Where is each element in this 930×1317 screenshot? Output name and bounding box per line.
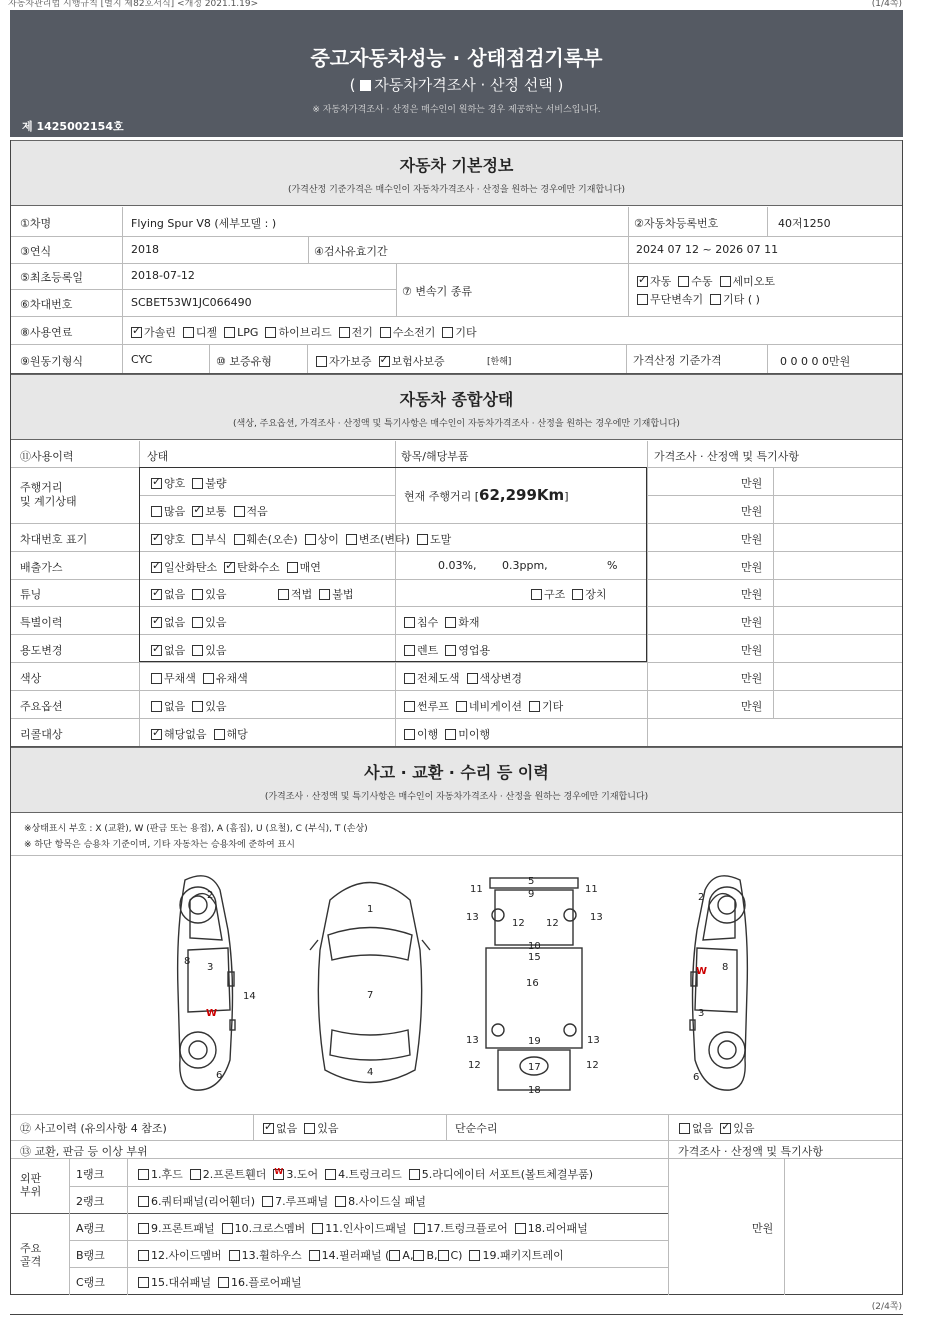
checkbox[interactable] <box>262 1196 273 1207</box>
part-number: 13 <box>590 912 603 923</box>
vin-label: ⑥차대번호 <box>20 298 73 311</box>
checkbox[interactable] <box>234 534 245 545</box>
checkbox-w-marked[interactable]: W <box>273 1169 284 1180</box>
checkbox[interactable] <box>151 506 162 517</box>
checkbox[interactable] <box>404 701 415 712</box>
checkbox[interactable] <box>138 1169 149 1180</box>
part-number: 1 <box>367 904 374 915</box>
checkbox[interactable] <box>151 562 162 573</box>
rank1-label: 1랭크 <box>76 1168 105 1181</box>
emission-smoke: % <box>607 559 618 572</box>
part-number: 19 <box>528 1036 541 1047</box>
unit-manwon: 만원 <box>741 533 763 546</box>
part-number: 8 <box>722 962 729 973</box>
part-number: 9 <box>528 889 535 900</box>
record-number: 제 1425002154호 <box>22 120 124 133</box>
car-name-label: ①차명 <box>20 217 52 230</box>
part-number: 7 <box>367 990 374 1001</box>
unit-manwon: 만원 <box>752 1222 774 1235</box>
tuning-label: 튜닝 <box>20 588 42 601</box>
checkbox[interactable] <box>679 1123 690 1134</box>
car-name: Flying Spur V8 (세부모델 : ) <box>131 217 277 230</box>
basic-info-title: 자동차 기본정보 <box>399 156 514 175</box>
rankC-label: C랭크 <box>76 1276 105 1289</box>
checkbox[interactable] <box>151 701 162 712</box>
selected-square-icon <box>360 80 371 91</box>
checkbox[interactable] <box>192 617 203 628</box>
checkbox[interactable] <box>138 1277 149 1288</box>
checkbox[interactable] <box>404 729 415 740</box>
checkbox[interactable] <box>445 729 456 740</box>
part-number: 12 <box>468 1060 481 1071</box>
engine: CYC <box>131 353 153 366</box>
checkbox[interactable] <box>445 617 456 628</box>
color-options: 무채색 유채색 <box>151 670 248 686</box>
checkbox[interactable] <box>190 1169 201 1180</box>
part-number: 11 <box>470 884 483 895</box>
checkbox[interactable] <box>131 327 142 338</box>
part-number: 6 <box>693 1072 700 1083</box>
part-number: 15 <box>528 952 541 963</box>
checkbox[interactable] <box>515 1223 526 1234</box>
part-number: 13 <box>466 912 479 923</box>
accident-title: 사고 · 교환 · 수리 등 이력 <box>364 763 549 782</box>
price: 0 0 0 0 0만원 <box>780 355 851 368</box>
reg-no-label: ②자동차등록번호 <box>634 217 719 230</box>
checkbox[interactable] <box>456 701 467 712</box>
inspect-label: ④검사유효기간 <box>314 245 388 258</box>
part-number: 6 <box>216 1070 223 1081</box>
accident-sub: (가격조사 · 산정액 및 특기사항은 매수인이 자동차가격조사 · 산정을 원하는 경우에만 기재합니다) <box>264 792 649 802</box>
checkbox[interactable] <box>138 1196 149 1207</box>
checkbox[interactable] <box>720 276 731 287</box>
checkbox[interactable] <box>414 1223 425 1234</box>
checkbox[interactable] <box>637 276 648 287</box>
car-left-side-view <box>178 876 235 1090</box>
tuning-options-3: 구조 장치 <box>531 586 607 602</box>
rankB-options: 12.사이드멤버 13.휠하우스 14.필러패널 ( A, B, C) 19.패키지트레이 <box>138 1247 564 1263</box>
checkbox[interactable] <box>312 1223 323 1234</box>
rank2-label: 2랭크 <box>76 1195 105 1208</box>
checkbox[interactable] <box>265 327 276 338</box>
checkbox[interactable] <box>224 562 235 573</box>
checkbox[interactable] <box>316 356 327 367</box>
checkbox[interactable] <box>287 562 298 573</box>
checkbox[interactable] <box>404 617 415 628</box>
unit-manwon: 만원 <box>741 672 763 685</box>
legend-2: ※ 하단 항목은 승용차 기준이며, 기타 자동차는 승용차에 준하여 표시 <box>24 840 295 850</box>
part-number: 12 <box>586 1060 599 1071</box>
mileage-options-b: 많음 ✓ 보통 적음 <box>151 503 268 519</box>
checkbox[interactable] <box>309 1250 320 1261</box>
part-number: 13 <box>587 1035 600 1046</box>
exchange-label: ⑬ 교환, 판금 등 이상 부위 <box>20 1145 148 1158</box>
checkbox[interactable] <box>467 673 478 684</box>
warranty-options: 자가보증 ✓ 보험사보증 <box>316 353 445 369</box>
checkbox[interactable] <box>222 1223 233 1234</box>
part-number: 8 <box>184 956 191 967</box>
car-diagram <box>150 860 780 1110</box>
use-options: ✓ 없음 있음 <box>151 642 227 658</box>
checkbox[interactable] <box>442 327 453 338</box>
unit-manwon: 만원 <box>741 616 763 629</box>
part-number: 13 <box>466 1035 479 1046</box>
checkbox[interactable] <box>151 589 162 600</box>
checkbox[interactable] <box>720 1123 731 1134</box>
mileage: 현재 주행거리 [62,299Km] <box>404 486 569 504</box>
use-options-2: 렌트 영업용 <box>404 642 490 658</box>
part-number: 3 <box>698 1008 705 1019</box>
part-number: 11 <box>585 884 598 895</box>
part-number: 14 <box>243 991 256 1002</box>
trans-options-2: 무단변속기 기타 ( ) <box>637 291 760 307</box>
recall-label: 리콜대상 <box>20 728 63 741</box>
overall-header <box>11 374 902 440</box>
col-price-notes: 가격조사 · 산정액 및 특기사항 <box>654 450 799 463</box>
fuel-label: ⑧사용연료 <box>20 326 73 339</box>
option-label: 주요옵션 <box>20 700 63 713</box>
color-options-2: 전체도색 색상변경 <box>404 670 522 686</box>
checkbox[interactable] <box>379 356 390 367</box>
checkbox[interactable] <box>224 327 235 338</box>
checkbox[interactable] <box>151 617 162 628</box>
checkbox[interactable] <box>404 645 415 656</box>
accident-options: ✓ 없음 있음 <box>263 1120 339 1136</box>
part-number: 4 <box>367 1067 374 1078</box>
emission-co: 0.03%, <box>438 559 477 572</box>
legend: ※상태표시 부호 : X (교환), W (판금 또는 용접), A (흠집), U (요철), C (부식), T (손상) <box>24 824 368 834</box>
checkbox[interactable] <box>192 506 203 517</box>
checkbox[interactable] <box>278 589 289 600</box>
part-number: 2 <box>207 890 214 901</box>
col-items: 항목/해당부품 <box>401 450 469 463</box>
checkbox[interactable] <box>380 327 391 338</box>
checkbox[interactable] <box>192 645 203 656</box>
checkbox[interactable] <box>203 673 214 684</box>
checkbox[interactable] <box>404 673 415 684</box>
checkbox[interactable] <box>151 673 162 684</box>
trans-options: ✓자동 수동 세미오토 <box>637 273 775 289</box>
checkbox[interactable] <box>346 534 357 545</box>
part-number: 18 <box>528 1085 541 1096</box>
checkbox[interactable] <box>151 534 162 545</box>
checkbox[interactable] <box>183 327 194 338</box>
warranty-label: ⑩ 보증유형 <box>216 355 272 368</box>
emission-options: ✓ 일산화탄소 ✓ 탄화수소 매연 <box>151 559 321 575</box>
col-status: 상태 <box>147 450 169 463</box>
part-number: 12 <box>546 918 559 929</box>
unit-manwon: 만원 <box>741 700 763 713</box>
special-options: ✓ 없음 있음 <box>151 614 227 630</box>
checkbox[interactable] <box>263 1123 274 1134</box>
top-note: 자동차관리법 시행규칙 [별지 제82호서식] <개정 2021.1.19> <box>8 0 259 9</box>
unit-manwon: 만원 <box>741 561 763 574</box>
accident-header <box>11 747 902 813</box>
checkbox[interactable] <box>339 327 350 338</box>
option-options-2: 썬루프 네비게이션 기타 <box>404 698 563 714</box>
part-number: 16 <box>526 978 539 989</box>
main-frame-label: 주요 골격 <box>20 1242 42 1268</box>
checkbox[interactable] <box>325 1169 336 1180</box>
page-number-bottom: (2/4쪽) <box>871 1302 902 1312</box>
emission-hc: 0.3ppm, <box>502 559 548 572</box>
vin: SCBET53W1JC066490 <box>131 296 252 309</box>
use-change-label: 용도변경 <box>20 644 63 657</box>
mileage-options-a: ✓양호 불량 <box>151 475 227 491</box>
part-number: 5 <box>528 876 535 887</box>
basic-info-sub: (가격산정 기준가격은 매수인이 자동차가격조사 · 산정을 원하는 경우에만 기재합니다) <box>287 185 626 195</box>
overall-sub: (색상, 주요옵션, 가격조사 · 산정액 및 특기사항은 매수인이 자동차가격조사 · 산정을 원하는 경우에만 기재합니다) <box>233 419 680 429</box>
rankA-label: A랭크 <box>76 1222 105 1235</box>
inspect-period: 2024 07 12 ~ 2026 07 11 <box>636 243 779 256</box>
checkbox[interactable] <box>710 294 721 305</box>
checkbox[interactable] <box>417 534 428 545</box>
outer-panel-label: 외판 부위 <box>20 1172 42 1198</box>
warranty-note: [한해] <box>487 357 512 367</box>
damage-mark-w: W <box>206 1008 218 1019</box>
part-number: 2 <box>698 892 705 903</box>
reg-no: 40저1250 <box>778 217 831 230</box>
engine-label: ⑨원동기형식 <box>20 355 83 368</box>
checkbox[interactable] <box>304 1123 315 1134</box>
checkbox[interactable] <box>138 1223 149 1234</box>
checkbox[interactable] <box>192 701 203 712</box>
checkbox[interactable] <box>234 506 245 517</box>
checkbox[interactable] <box>151 645 162 656</box>
accident-history-label: ⑫ 사고이력 (유의사항 4 참조) <box>20 1122 167 1135</box>
checkbox[interactable] <box>572 589 583 600</box>
unit-manwon: 만원 <box>741 477 763 490</box>
checkbox[interactable] <box>192 589 203 600</box>
overall-title: 자동차 종합상태 <box>399 390 514 409</box>
rank1-options: 1.후드 2.프론트휀더 W 3.도어 4.트렁크리드 5.라디에이터 서포트(볼트체결부품) <box>138 1166 593 1182</box>
recall-options: ✓ 해당없음 해당 <box>151 726 248 742</box>
mileage-label: 주행거리 및 계기상태 <box>20 481 77 508</box>
option-options: 없음 있음 <box>151 698 227 714</box>
special-label: 특별이력 <box>20 616 63 629</box>
tuning-options: ✓ 없음 있음 <box>151 586 227 602</box>
rankB-label: B랭크 <box>76 1249 105 1262</box>
trans-label: ⑦ 변속기 종류 <box>402 285 472 298</box>
page-number-top: (1/4쪽) <box>871 0 902 9</box>
recall-options-2: 이행 미이행 <box>404 726 490 742</box>
checkbox[interactable] <box>229 1250 240 1261</box>
first-reg: 2018-07-12 <box>131 269 195 282</box>
checkbox[interactable] <box>151 478 162 489</box>
checkbox[interactable] <box>218 1277 229 1288</box>
rankA-options: 9.프론트패널 10.크로스멤버 11.인사이드패널 17.트렁크플로어 18.리어패널 <box>138 1220 588 1236</box>
checkbox[interactable] <box>214 729 225 740</box>
checkbox[interactable] <box>637 294 648 305</box>
checkbox[interactable] <box>531 589 542 600</box>
checkbox[interactable] <box>151 729 162 740</box>
checkbox[interactable] <box>319 589 330 600</box>
unit-manwon: 만원 <box>741 644 763 657</box>
checkbox[interactable] <box>445 645 456 656</box>
checkbox[interactable] <box>192 534 203 545</box>
damage-mark-w: W <box>696 966 708 977</box>
repair-options: 없음 ✓ 있음 <box>679 1120 755 1136</box>
vin-mark-options: ✓ 양호 부식 훼손(오손) 상이 변조(변타) 도말 <box>151 531 451 547</box>
emission-label: 배출가스 <box>20 561 63 574</box>
part-number: 10 <box>528 941 541 952</box>
checkbox[interactable] <box>469 1250 480 1261</box>
basic-info-header <box>11 140 902 206</box>
simple-repair-label: 단순수리 <box>455 1122 498 1135</box>
car-right-side-view <box>690 876 747 1090</box>
checkbox[interactable] <box>409 1169 420 1180</box>
rankC-options: 15.대쉬패널 16.플로어패널 <box>138 1274 302 1290</box>
fuel-options: ✓ 가솔린 디젤 LPG 하이브리드 전기 수소전기 기타 <box>131 324 477 340</box>
header-note: ※ 자동차가격조사 · 산정은 매수인이 원하는 경우 제공하는 서비스입니다. <box>312 105 601 115</box>
part-number: 12 <box>512 918 525 929</box>
price-label: 가격산정 기준가격 <box>633 354 722 367</box>
header <box>10 10 903 137</box>
checkbox[interactable] <box>389 1250 400 1261</box>
rank2-options: 6.쿼터패널(리어휀더) 7.루프패널 8.사이드실 패널 <box>138 1193 426 1209</box>
vin-mark-label: 차대번호 표기 <box>20 533 88 546</box>
exchange-note: 가격조사 · 산정액 및 특기사항 <box>678 1145 823 1158</box>
unit-manwon: 만원 <box>741 505 763 518</box>
year-label: ③연식 <box>20 245 52 258</box>
checkbox[interactable] <box>678 276 689 287</box>
checkbox[interactable] <box>529 701 540 712</box>
page-title: 중고자동차성능 · 상태점검기록부 <box>310 46 603 70</box>
checkbox[interactable] <box>335 1196 346 1207</box>
year: 2018 <box>131 243 159 256</box>
special-options-2: 침수 화재 <box>404 614 480 630</box>
checkbox[interactable] <box>413 1250 424 1261</box>
color-label: 색상 <box>20 672 42 685</box>
checkbox[interactable] <box>138 1250 149 1261</box>
part-number: 3 <box>207 962 214 973</box>
col-usage-history: ⑪사용이력 <box>20 450 74 463</box>
first-reg-label: ⑤최초등록일 <box>20 271 83 284</box>
tuning-options-2: 적법 불법 <box>278 586 354 602</box>
checkbox[interactable] <box>305 534 316 545</box>
part-number: 17 <box>528 1062 541 1073</box>
unit-manwon: 만원 <box>741 588 763 601</box>
checkbox[interactable] <box>438 1250 449 1261</box>
page-subtitle: ( 자동차가격조사 · 산정 선택 ) <box>349 76 564 94</box>
checkbox[interactable] <box>192 478 203 489</box>
